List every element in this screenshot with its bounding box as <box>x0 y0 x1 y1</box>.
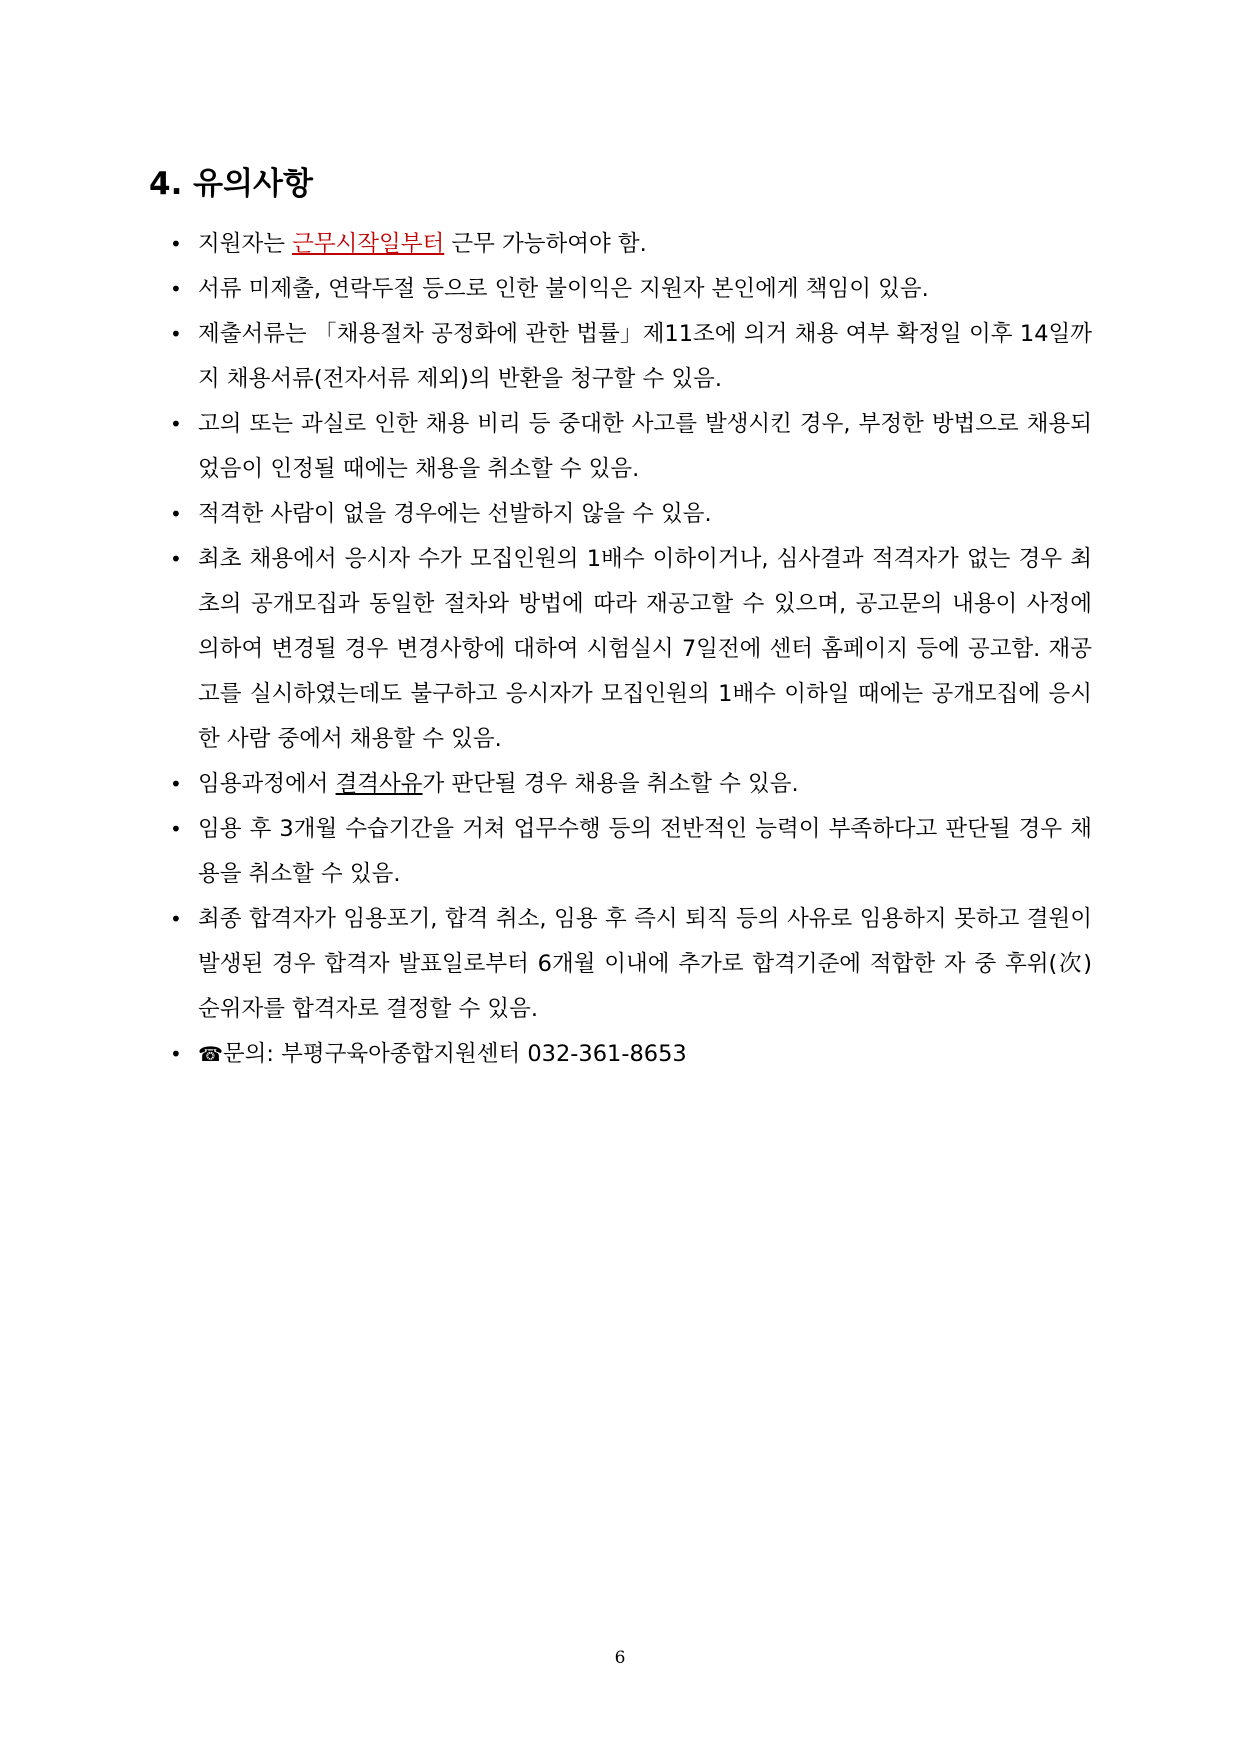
highlight-text: 근무시작일부터 <box>292 231 445 257</box>
list-item <box>170 537 1092 762</box>
bullet: • <box>170 412 182 436</box>
list-item <box>170 267 1092 312</box>
contact-text: 문의: 부평구육아종합지원센터 032-361-8653 <box>222 1041 687 1067</box>
bullet: • <box>170 502 182 526</box>
item-text: 최초 채용에서 응시자 수가 모집인원의 1배수 이하이거나, 심사결과 적격자가 없는 경우 최초의 공개모집과 동일한 절차와 방법에 따라 재공고할 수 있으며, 공고문의 내용이 사정에 의하여 변경될 경우 변경사항에 대하여 시험실시 7일전에 센터 홈페이지 등에 공고함. 재공고를 실시하였는데도 불구하고 응시자가 모집인원의 1배수 이하일 때에는 공개모집에 응시한 사람 중에서 채용할 수 있음. <box>198 546 1092 752</box>
bullet: • <box>170 817 182 841</box>
bullet: • <box>170 907 182 931</box>
bullet: • <box>170 277 182 301</box>
bullet: • <box>170 772 182 796</box>
bullet: • <box>170 1042 182 1066</box>
list-item <box>170 312 1092 402</box>
item-text: 임용과정에서 <box>198 771 336 797</box>
list-item <box>170 897 1092 1032</box>
list-item <box>170 222 1092 267</box>
item-text: 지원자는 <box>198 231 293 257</box>
item-text: 적격한 사람이 없을 경우에는 선발하지 않을 수 있음. <box>198 501 712 527</box>
bullet: • <box>170 232 182 256</box>
item-text: 고의 또는 과실로 인한 채용 비리 등 중대한 사고를 발생시킨 경우, 부정한 방법으로 채용되었음이 인정될 때에는 채용을 취소할 수 있음. <box>198 411 1092 482</box>
bullet: • <box>170 322 182 346</box>
list-item <box>170 492 1092 537</box>
phone-icon: ☎ <box>198 1042 223 1066</box>
list-item <box>170 1032 1092 1077</box>
underlined-text: 결격사유 <box>335 771 423 797</box>
item-text: 가 판단될 경우 채용을 취소할 수 있음. <box>422 771 799 797</box>
list-item <box>170 402 1092 492</box>
item-text: 최종 합격자가 임용포기, 합격 취소, 임용 후 즉시 퇴직 등의 사유로 임용하지 못하고 결원이 발생된 경우 합격자 발표일로부터 6개월 이내에 추가로 합격기준에 적합한 자 중 후위(次) 순위자를 합격자로 결정할 수 있음. <box>198 906 1092 1022</box>
notice-list <box>170 222 1092 1077</box>
item-text: 근무 가능하여야 함. <box>444 231 647 257</box>
item-text: 제출서류는 「채용절차 공정화에 관한 법률」제11조에 의거 채용 여부 확정일 이후 14일까지 채용서류(전자서류 제외)의 반환을 청구할 수 있음. <box>198 321 1092 392</box>
bullet: • <box>170 547 182 571</box>
section-title: 4. 유의사항 <box>149 166 313 202</box>
item-text: 임용 후 3개월 수습기간을 거쳐 업무수행 등의 전반적인 능력이 부족하다고 판단될 경우 채용을 취소할 수 있음. <box>198 816 1092 887</box>
list-item <box>170 762 1092 807</box>
list-item <box>170 807 1092 897</box>
item-text: 서류 미제출, 연락두절 등으로 인한 불이익은 지원자 본인에게 책임이 있음. <box>198 276 929 302</box>
page-number: 6 <box>614 1648 626 1668</box>
